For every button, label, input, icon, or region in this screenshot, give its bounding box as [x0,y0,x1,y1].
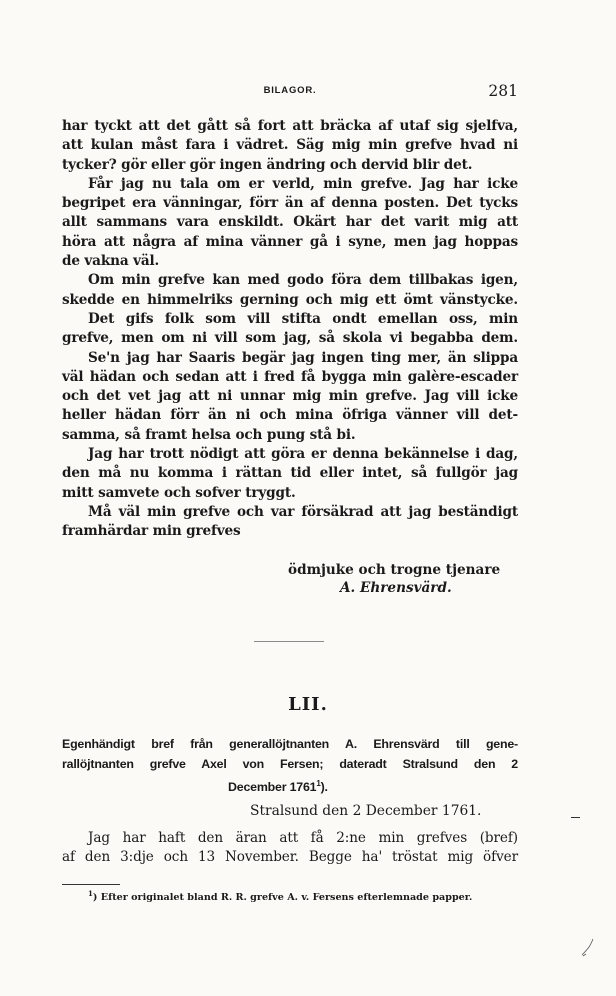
section-number: LII. [288,694,328,715]
place-date: Stralsund den 2 December 1761. [250,803,482,819]
heading-end: ). [320,780,328,795]
text-line: den må nu komma i rättan tid eller intet, så fullgör jag [62,465,518,482]
text-line: mitt samvete och sofver tryggt. [62,484,296,501]
heading-date: December 1761 [228,780,317,795]
document-heading-line: Egenhändigt bref från generallöjtnanten A. Ehrensvärd till gene- [62,737,518,751]
text-line: framhärdar min grefves [62,523,241,540]
text-line: Må väl min grefve och var försäkrad att jag beständigt [88,503,518,520]
text-line: Får jag nu tala om er verld, min grefve. Jag har icke [88,175,518,192]
text-line: heller hädan förr än ni och mina öfriga vänner vill det- [62,407,518,424]
running-head [62,82,518,102]
text-line: Se'n jag har Saaris begär jag ingen ting mer, än slippa [88,349,518,366]
document-heading [62,735,518,798]
text-line: och det vet jag att ni unnar mig min grefve. Jag vill icke [62,388,518,405]
text-line: de vakna väl. [62,253,160,270]
second-letter-body [62,829,518,868]
text-line: skedde en himmelriks gerning och mig ett ömt vänstycke. [62,291,518,308]
text-line: af den 3:dje och 13 November. Begge ha' tröstat mig öfver [62,849,518,866]
text-line: allt sammans vara enskildt. Okärt har det varit mig att [62,214,518,231]
letter-signature: A. Ehrensvärd. [340,580,452,596]
text-line: Det gifs folk som vill stifta ondt emellan oss, min [88,310,518,327]
footnote-marker: 1 [88,889,93,898]
document-heading-line: rallöjtnanten grefve Axel von Fersen; dateradt Stralsund den 2 [62,756,518,771]
section-divider [254,641,324,642]
footnote [88,889,518,903]
footnote-text: ) Efter originalet bland R. R. grefve A. v. Fersens efterlemnade papper. [92,892,473,904]
margin-mark [571,817,580,818]
letter-body [62,117,518,542]
pen-scribble-icon [580,935,596,959]
document-heading-line [62,774,518,798]
text-line: begripet era vänningar, förr än af denna posten. Det tycks [62,195,518,212]
footnote-reference[interactable]: 1 [316,779,321,788]
running-head-title: BILAGOR. [263,85,317,96]
text-line: grefve, men om ni vill som jag, så skola vi begabba dem. [62,330,518,347]
letter-closing: ödmjuke och trogne tjenare [288,562,501,578]
text-line: Jag har haft den äran att få 2:ne min grefves (bref) [88,830,518,846]
page-number: 281 [488,82,518,100]
text-line: att kulan måst fara i vädret. Säg mig min grefve hvad ni [62,137,518,154]
text-line: Jag har trott nödigt att göra er denna bekännelse i dag, [88,446,518,463]
text-line: har tyckt att det gått så fort att bräcka af utaf sig sjelfva, [62,118,518,134]
text-line: Om min grefve kan med godo föra dem tillbakas igen, [88,272,518,289]
text-line: väl hädan och sedan att i fred få bygga min galère-escader [62,368,518,385]
text-line: höra att några af mina vänner gå i syne, men jag hoppas [62,233,518,250]
footnote-divider [62,884,120,885]
text-line: samma, så framt helsa och pung stå bi. [62,426,356,443]
text-line: tycker? gör eller gör ingen ändring och dervid blir det. [62,156,473,173]
